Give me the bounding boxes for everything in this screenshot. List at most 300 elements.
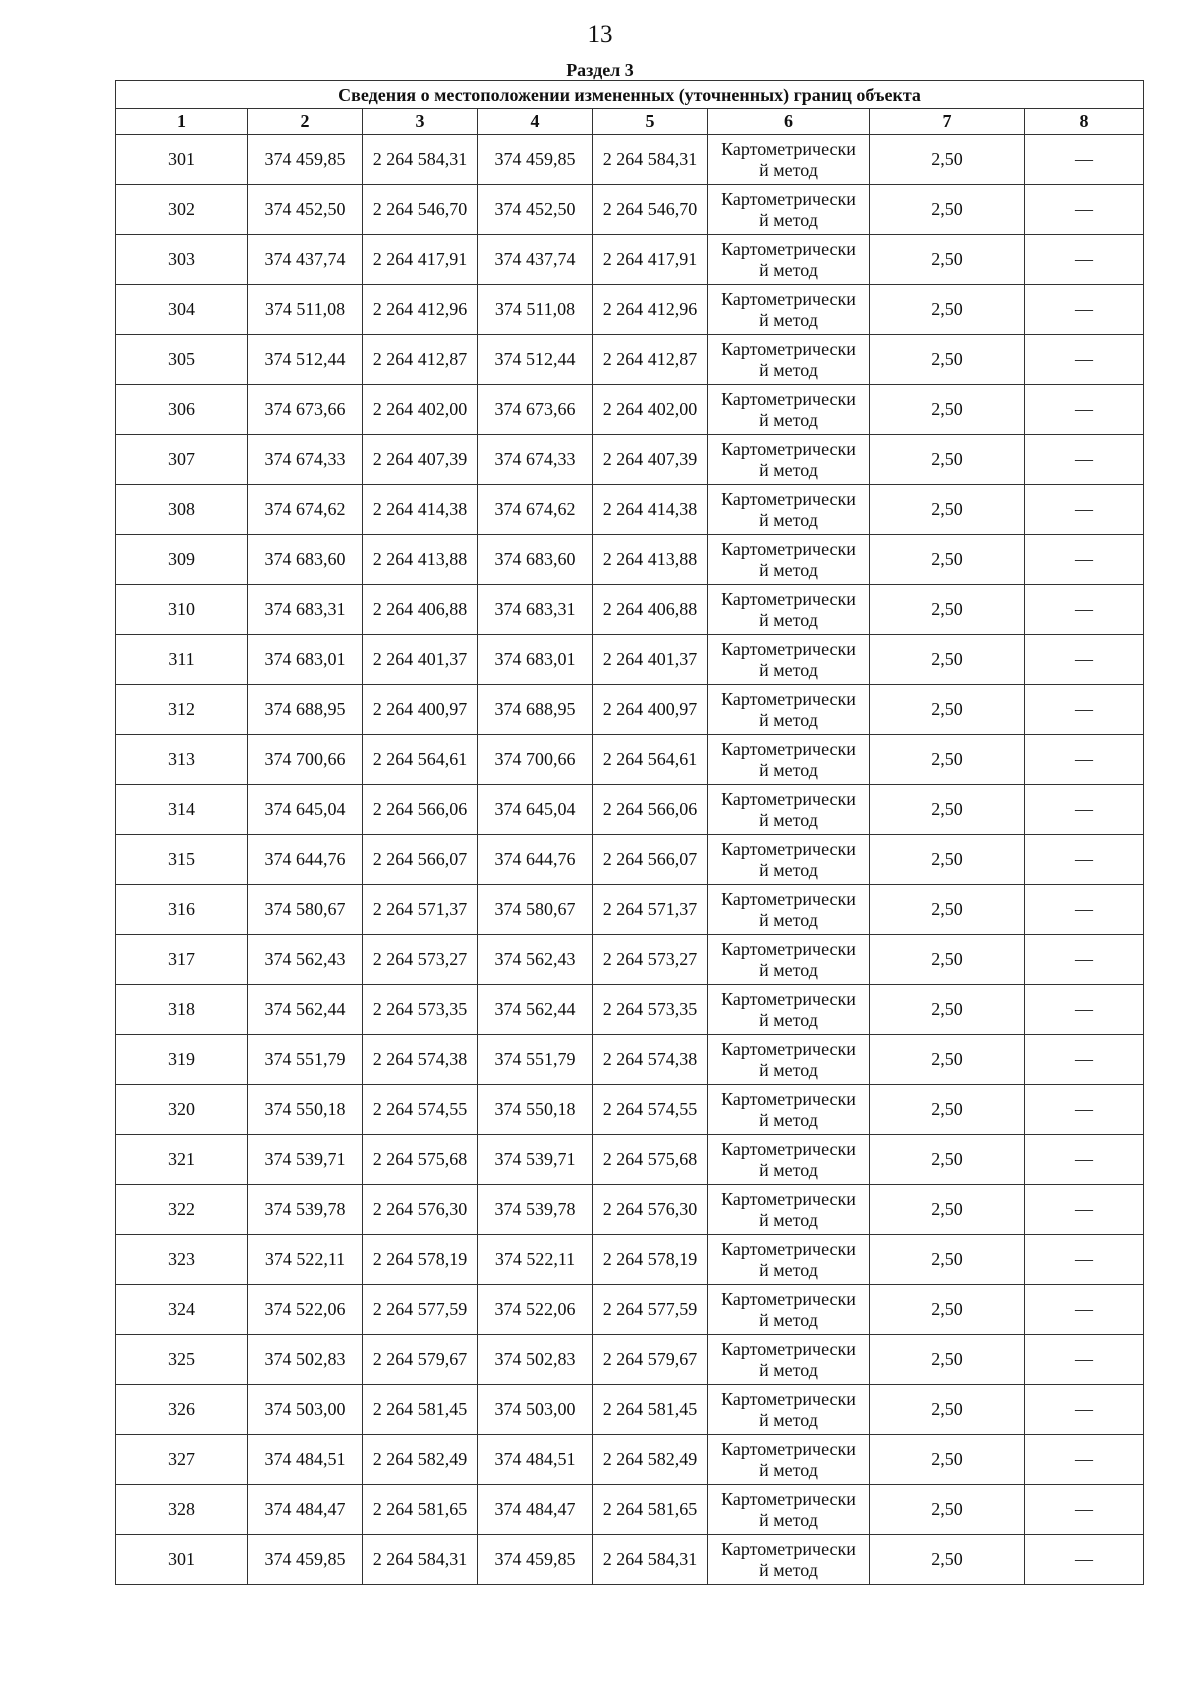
accuracy-cell: 2,50 — [870, 1485, 1025, 1535]
method-line-1: Картометрически — [721, 1538, 856, 1559]
y-existing-cell: 2 264 407,39 — [363, 435, 478, 485]
x-refined-cell: 374 502,83 — [478, 1335, 593, 1385]
table-row — [116, 335, 1144, 385]
point-cell: 305 — [116, 335, 248, 385]
method-cell — [708, 985, 870, 1035]
y-existing-cell: 2 264 574,55 — [363, 1085, 478, 1135]
column-number-5: 5 — [593, 109, 708, 135]
y-refined-cell: 2 264 574,55 — [593, 1085, 708, 1135]
point-cell: 311 — [116, 635, 248, 685]
y-existing-cell: 2 264 574,38 — [363, 1035, 478, 1085]
column-number-2: 2 — [248, 109, 363, 135]
y-existing-cell: 2 264 581,45 — [363, 1385, 478, 1435]
method-cell — [708, 135, 870, 185]
column-number-4: 4 — [478, 109, 593, 135]
point-cell: 326 — [116, 1385, 248, 1435]
method-line-2: й метод — [759, 809, 818, 830]
method-cell — [708, 535, 870, 585]
y-existing-cell: 2 264 575,68 — [363, 1135, 478, 1185]
accuracy-cell: 2,50 — [870, 1435, 1025, 1485]
table-row — [116, 935, 1144, 985]
x-existing-cell: 374 459,85 — [248, 1535, 363, 1585]
x-refined-cell: 374 539,78 — [478, 1185, 593, 1235]
method-cell — [708, 735, 870, 785]
accuracy-cell: 2,50 — [870, 535, 1025, 585]
note-cell: — — [1025, 185, 1144, 235]
method-line-1: Картометрически — [721, 488, 856, 509]
point-cell: 325 — [116, 1335, 248, 1385]
x-existing-cell: 374 580,67 — [248, 885, 363, 935]
y-existing-cell: 2 264 400,97 — [363, 685, 478, 735]
y-existing-cell: 2 264 412,87 — [363, 335, 478, 385]
point-cell: 302 — [116, 185, 248, 235]
method-cell — [708, 1485, 870, 1535]
x-refined-cell: 374 674,33 — [478, 435, 593, 485]
table-row — [116, 1535, 1144, 1585]
y-existing-cell: 2 264 573,27 — [363, 935, 478, 985]
y-existing-cell: 2 264 566,07 — [363, 835, 478, 885]
point-cell: 319 — [116, 1035, 248, 1085]
method-line-2: й метод — [759, 659, 818, 680]
x-refined-cell: 374 452,50 — [478, 185, 593, 235]
method-cell — [708, 1435, 870, 1485]
x-existing-cell: 374 512,44 — [248, 335, 363, 385]
y-refined-cell: 2 264 573,35 — [593, 985, 708, 1035]
table-row — [116, 1085, 1144, 1135]
x-refined-cell: 374 459,85 — [478, 135, 593, 185]
y-existing-cell: 2 264 573,35 — [363, 985, 478, 1035]
x-refined-cell: 374 522,11 — [478, 1235, 593, 1285]
method-line-1: Картометрически — [721, 1188, 856, 1209]
method-cell — [708, 1535, 870, 1585]
note-cell: — — [1025, 485, 1144, 535]
table-caption: Сведения о местоположении измененных (уточненных) границ объекта — [116, 81, 1144, 109]
x-refined-cell: 374 551,79 — [478, 1035, 593, 1085]
x-existing-cell: 374 688,95 — [248, 685, 363, 735]
accuracy-cell: 2,50 — [870, 1185, 1025, 1235]
y-refined-cell: 2 264 412,96 — [593, 285, 708, 335]
y-refined-cell: 2 264 574,38 — [593, 1035, 708, 1085]
accuracy-cell: 2,50 — [870, 585, 1025, 635]
method-cell — [708, 1185, 870, 1235]
method-line-2: й метод — [759, 159, 818, 180]
table-row — [116, 285, 1144, 335]
method-cell — [708, 785, 870, 835]
point-cell: 304 — [116, 285, 248, 335]
x-existing-cell: 374 683,01 — [248, 635, 363, 685]
x-existing-cell: 374 551,79 — [248, 1035, 363, 1085]
y-existing-cell: 2 264 579,67 — [363, 1335, 478, 1385]
y-refined-cell: 2 264 581,45 — [593, 1385, 708, 1435]
note-cell: — — [1025, 1435, 1144, 1485]
note-cell: — — [1025, 235, 1144, 285]
y-existing-cell: 2 264 564,61 — [363, 735, 478, 785]
point-cell: 324 — [116, 1285, 248, 1335]
method-line-1: Картометрически — [721, 238, 856, 259]
x-existing-cell: 374 673,66 — [248, 385, 363, 435]
table-row — [116, 1335, 1144, 1385]
note-cell: — — [1025, 585, 1144, 635]
y-existing-cell: 2 264 546,70 — [363, 185, 478, 235]
y-existing-cell: 2 264 581,65 — [363, 1485, 478, 1535]
point-cell: 317 — [116, 935, 248, 985]
point-cell: 321 — [116, 1135, 248, 1185]
accuracy-cell: 2,50 — [870, 485, 1025, 535]
accuracy-cell: 2,50 — [870, 1285, 1025, 1335]
x-existing-cell: 374 437,74 — [248, 235, 363, 285]
x-refined-cell: 374 674,62 — [478, 485, 593, 535]
x-refined-cell: 374 562,44 — [478, 985, 593, 1035]
y-existing-cell: 2 264 401,37 — [363, 635, 478, 685]
y-refined-cell: 2 264 578,19 — [593, 1235, 708, 1285]
x-existing-cell: 374 459,85 — [248, 135, 363, 185]
note-cell: — — [1025, 1535, 1144, 1585]
method-line-2: й метод — [759, 709, 818, 730]
accuracy-cell: 2,50 — [870, 735, 1025, 785]
point-cell: 315 — [116, 835, 248, 885]
method-line-2: й метод — [759, 359, 818, 380]
method-line-2: й метод — [759, 1309, 818, 1330]
accuracy-cell: 2,50 — [870, 185, 1025, 235]
note-cell: — — [1025, 935, 1144, 985]
table-row — [116, 835, 1144, 885]
method-line-1: Картометрически — [721, 1388, 856, 1409]
x-existing-cell: 374 452,50 — [248, 185, 363, 235]
note-cell: — — [1025, 135, 1144, 185]
note-cell: — — [1025, 1285, 1144, 1335]
accuracy-cell: 2,50 — [870, 335, 1025, 385]
method-cell — [708, 435, 870, 485]
accuracy-cell: 2,50 — [870, 435, 1025, 485]
y-refined-cell: 2 264 566,06 — [593, 785, 708, 835]
y-existing-cell: 2 264 417,91 — [363, 235, 478, 285]
y-existing-cell: 2 264 584,31 — [363, 135, 478, 185]
accuracy-cell: 2,50 — [870, 835, 1025, 885]
column-number-3: 3 — [363, 109, 478, 135]
x-refined-cell: 374 683,01 — [478, 635, 593, 685]
section-title: Раздел 3 — [566, 60, 634, 80]
method-line-1: Картометрически — [721, 588, 856, 609]
note-cell: — — [1025, 635, 1144, 685]
y-refined-cell: 2 264 581,65 — [593, 1485, 708, 1535]
note-cell: — — [1025, 985, 1144, 1035]
table-row — [116, 1185, 1144, 1235]
x-existing-cell: 374 503,00 — [248, 1385, 363, 1435]
y-refined-cell: 2 264 414,38 — [593, 485, 708, 535]
table-row — [116, 535, 1144, 585]
column-number-6: 6 — [708, 109, 870, 135]
method-cell — [708, 685, 870, 735]
x-refined-cell: 374 512,44 — [478, 335, 593, 385]
x-existing-cell: 374 484,47 — [248, 1485, 363, 1535]
y-existing-cell: 2 264 413,88 — [363, 535, 478, 585]
coordinates-table — [115, 80, 1144, 1585]
table-row — [116, 635, 1144, 685]
y-refined-cell: 2 264 400,97 — [593, 685, 708, 735]
method-line-1: Картометрически — [721, 1438, 856, 1459]
y-refined-cell: 2 264 564,61 — [593, 735, 708, 785]
method-line-2: й метод — [759, 959, 818, 980]
note-cell: — — [1025, 1385, 1144, 1435]
y-existing-cell: 2 264 582,49 — [363, 1435, 478, 1485]
accuracy-cell: 2,50 — [870, 385, 1025, 435]
x-existing-cell: 374 539,71 — [248, 1135, 363, 1185]
method-line-2: й метод — [759, 1509, 818, 1530]
x-existing-cell: 374 511,08 — [248, 285, 363, 335]
note-cell: — — [1025, 1485, 1144, 1535]
method-line-2: й метод — [759, 1059, 818, 1080]
method-line-1: Картометрически — [721, 288, 856, 309]
method-cell — [708, 885, 870, 935]
y-refined-cell: 2 264 584,31 — [593, 1535, 708, 1585]
method-line-1: Картометрически — [721, 688, 856, 709]
point-cell: 318 — [116, 985, 248, 1035]
x-existing-cell: 374 562,44 — [248, 985, 363, 1035]
method-line-2: й метод — [759, 209, 818, 230]
accuracy-cell: 2,50 — [870, 1335, 1025, 1385]
method-cell — [708, 385, 870, 435]
method-line-1: Картометрически — [721, 1088, 856, 1109]
y-existing-cell: 2 264 414,38 — [363, 485, 478, 535]
x-existing-cell: 374 700,66 — [248, 735, 363, 785]
table-row — [116, 785, 1144, 835]
method-line-1: Картометрически — [721, 938, 856, 959]
method-line-2: й метод — [759, 609, 818, 630]
point-cell: 320 — [116, 1085, 248, 1135]
method-line-1: Картометрически — [721, 888, 856, 909]
method-cell — [708, 1335, 870, 1385]
method-cell — [708, 185, 870, 235]
x-refined-cell: 374 503,00 — [478, 1385, 593, 1435]
y-refined-cell: 2 264 402,00 — [593, 385, 708, 435]
point-cell: 314 — [116, 785, 248, 835]
method-line-1: Картометрически — [721, 1488, 856, 1509]
method-cell — [708, 835, 870, 885]
y-refined-cell: 2 264 401,37 — [593, 635, 708, 685]
method-line-1: Картометрически — [721, 738, 856, 759]
table-row — [116, 735, 1144, 785]
note-cell: — — [1025, 785, 1144, 835]
method-line-2: й метод — [759, 1109, 818, 1130]
x-refined-cell: 374 484,51 — [478, 1435, 593, 1485]
y-existing-cell: 2 264 412,96 — [363, 285, 478, 335]
x-refined-cell: 374 700,66 — [478, 735, 593, 785]
table-row — [116, 385, 1144, 435]
table-row — [116, 1285, 1144, 1335]
column-number-row — [116, 109, 1144, 135]
table-row — [116, 235, 1144, 285]
point-cell: 306 — [116, 385, 248, 435]
note-cell: — — [1025, 885, 1144, 935]
y-refined-cell: 2 264 579,67 — [593, 1335, 708, 1385]
accuracy-cell: 2,50 — [870, 235, 1025, 285]
method-line-2: й метод — [759, 1559, 818, 1580]
note-cell: — — [1025, 835, 1144, 885]
y-existing-cell: 2 264 566,06 — [363, 785, 478, 835]
y-refined-cell: 2 264 566,07 — [593, 835, 708, 885]
y-refined-cell: 2 264 573,27 — [593, 935, 708, 985]
x-refined-cell: 374 511,08 — [478, 285, 593, 335]
method-line-1: Картометрически — [721, 988, 856, 1009]
x-refined-cell: 374 644,76 — [478, 835, 593, 885]
table-row — [116, 1035, 1144, 1085]
y-refined-cell: 2 264 576,30 — [593, 1185, 708, 1235]
y-refined-cell: 2 264 407,39 — [593, 435, 708, 485]
method-line-1: Картометрически — [721, 188, 856, 209]
method-cell — [708, 235, 870, 285]
table-row — [116, 485, 1144, 535]
table-row — [116, 1135, 1144, 1185]
note-cell: — — [1025, 685, 1144, 735]
method-cell — [708, 485, 870, 535]
table-row — [116, 985, 1144, 1035]
x-refined-cell: 374 562,43 — [478, 935, 593, 985]
x-refined-cell: 374 683,31 — [478, 585, 593, 635]
point-cell: 307 — [116, 435, 248, 485]
y-existing-cell: 2 264 402,00 — [363, 385, 478, 435]
note-cell: — — [1025, 1335, 1144, 1385]
table-row — [116, 1435, 1144, 1485]
y-existing-cell: 2 264 578,19 — [363, 1235, 478, 1285]
column-number-1: 1 — [116, 109, 248, 135]
x-existing-cell: 374 502,83 — [248, 1335, 363, 1385]
method-line-1: Картометрически — [721, 388, 856, 409]
point-cell: 327 — [116, 1435, 248, 1485]
method-line-2: й метод — [759, 409, 818, 430]
x-refined-cell: 374 550,18 — [478, 1085, 593, 1135]
accuracy-cell: 2,50 — [870, 1235, 1025, 1285]
table-row — [116, 185, 1144, 235]
point-cell: 322 — [116, 1185, 248, 1235]
x-existing-cell: 374 522,06 — [248, 1285, 363, 1335]
point-cell: 303 — [116, 235, 248, 285]
x-existing-cell: 374 645,04 — [248, 785, 363, 835]
y-refined-cell: 2 264 406,88 — [593, 585, 708, 635]
note-cell: — — [1025, 735, 1144, 785]
method-cell — [708, 1235, 870, 1285]
point-cell: 301 — [116, 1535, 248, 1585]
y-refined-cell: 2 264 584,31 — [593, 135, 708, 185]
table-row — [116, 885, 1144, 935]
method-line-1: Картометрически — [721, 638, 856, 659]
point-cell: 313 — [116, 735, 248, 785]
method-line-2: й метод — [759, 559, 818, 580]
method-line-1: Картометрически — [721, 1038, 856, 1059]
note-cell: — — [1025, 1185, 1144, 1235]
method-line-1: Картометрически — [721, 838, 856, 859]
table-row — [116, 1235, 1144, 1285]
method-line-1: Картометрически — [721, 1338, 856, 1359]
x-refined-cell: 374 539,71 — [478, 1135, 593, 1185]
y-refined-cell: 2 264 575,68 — [593, 1135, 708, 1185]
note-cell: — — [1025, 1235, 1144, 1285]
y-existing-cell: 2 264 577,59 — [363, 1285, 478, 1335]
x-refined-cell: 374 688,95 — [478, 685, 593, 735]
accuracy-cell: 2,50 — [870, 1135, 1025, 1185]
x-existing-cell: 374 539,78 — [248, 1185, 363, 1235]
point-cell: 312 — [116, 685, 248, 735]
method-line-1: Картометрически — [721, 1138, 856, 1159]
method-line-2: й метод — [759, 909, 818, 930]
x-existing-cell: 374 674,62 — [248, 485, 363, 535]
x-existing-cell: 374 683,31 — [248, 585, 363, 635]
y-refined-cell: 2 264 413,88 — [593, 535, 708, 585]
x-refined-cell: 374 522,06 — [478, 1285, 593, 1335]
table-row — [116, 435, 1144, 485]
method-line-1: Картометрически — [721, 538, 856, 559]
method-line-2: й метод — [759, 1209, 818, 1230]
method-line-2: й метод — [759, 1359, 818, 1380]
y-refined-cell: 2 264 582,49 — [593, 1435, 708, 1485]
point-cell: 301 — [116, 135, 248, 185]
method-line-1: Картометрически — [721, 788, 856, 809]
method-line-2: й метод — [759, 509, 818, 530]
accuracy-cell: 2,50 — [870, 1085, 1025, 1135]
accuracy-cell: 2,50 — [870, 1035, 1025, 1085]
y-refined-cell: 2 264 571,37 — [593, 885, 708, 935]
method-line-2: й метод — [759, 309, 818, 330]
x-existing-cell: 374 562,43 — [248, 935, 363, 985]
method-line-1: Картометрически — [721, 438, 856, 459]
method-line-2: й метод — [759, 1459, 818, 1480]
x-refined-cell: 374 673,66 — [478, 385, 593, 435]
method-cell — [708, 1385, 870, 1435]
x-refined-cell: 374 484,47 — [478, 1485, 593, 1535]
method-cell — [708, 335, 870, 385]
x-existing-cell: 374 522,11 — [248, 1235, 363, 1285]
method-line-1: Картометрически — [721, 1238, 856, 1259]
method-line-1: Картометрически — [721, 1288, 856, 1309]
method-line-2: й метод — [759, 259, 818, 280]
y-existing-cell: 2 264 406,88 — [363, 585, 478, 635]
method-cell — [708, 585, 870, 635]
method-cell — [708, 635, 870, 685]
x-existing-cell: 374 674,33 — [248, 435, 363, 485]
point-cell: 309 — [116, 535, 248, 585]
method-line-2: й метод — [759, 859, 818, 880]
point-cell: 316 — [116, 885, 248, 935]
y-refined-cell: 2 264 577,59 — [593, 1285, 708, 1335]
method-cell — [708, 1035, 870, 1085]
column-number-8: 8 — [1025, 109, 1144, 135]
accuracy-cell: 2,50 — [870, 885, 1025, 935]
accuracy-cell: 2,50 — [870, 285, 1025, 335]
y-refined-cell: 2 264 412,87 — [593, 335, 708, 385]
point-cell: 323 — [116, 1235, 248, 1285]
note-cell: — — [1025, 1135, 1144, 1185]
x-refined-cell: 374 437,74 — [478, 235, 593, 285]
accuracy-cell: 2,50 — [870, 785, 1025, 835]
x-refined-cell: 374 580,67 — [478, 885, 593, 935]
method-line-1: Картометрически — [721, 338, 856, 359]
method-line-2: й метод — [759, 759, 818, 780]
note-cell: — — [1025, 535, 1144, 585]
x-existing-cell: 374 644,76 — [248, 835, 363, 885]
page-number: 13 — [587, 21, 613, 48]
table-row — [116, 585, 1144, 635]
point-cell: 310 — [116, 585, 248, 635]
y-existing-cell: 2 264 576,30 — [363, 1185, 478, 1235]
x-existing-cell: 374 683,60 — [248, 535, 363, 585]
accuracy-cell: 2,50 — [870, 135, 1025, 185]
method-line-2: й метод — [759, 1409, 818, 1430]
accuracy-cell: 2,50 — [870, 1385, 1025, 1435]
table-body — [116, 135, 1144, 1585]
accuracy-cell: 2,50 — [870, 985, 1025, 1035]
table-row — [116, 685, 1144, 735]
note-cell: — — [1025, 1085, 1144, 1135]
x-existing-cell: 374 550,18 — [248, 1085, 363, 1135]
